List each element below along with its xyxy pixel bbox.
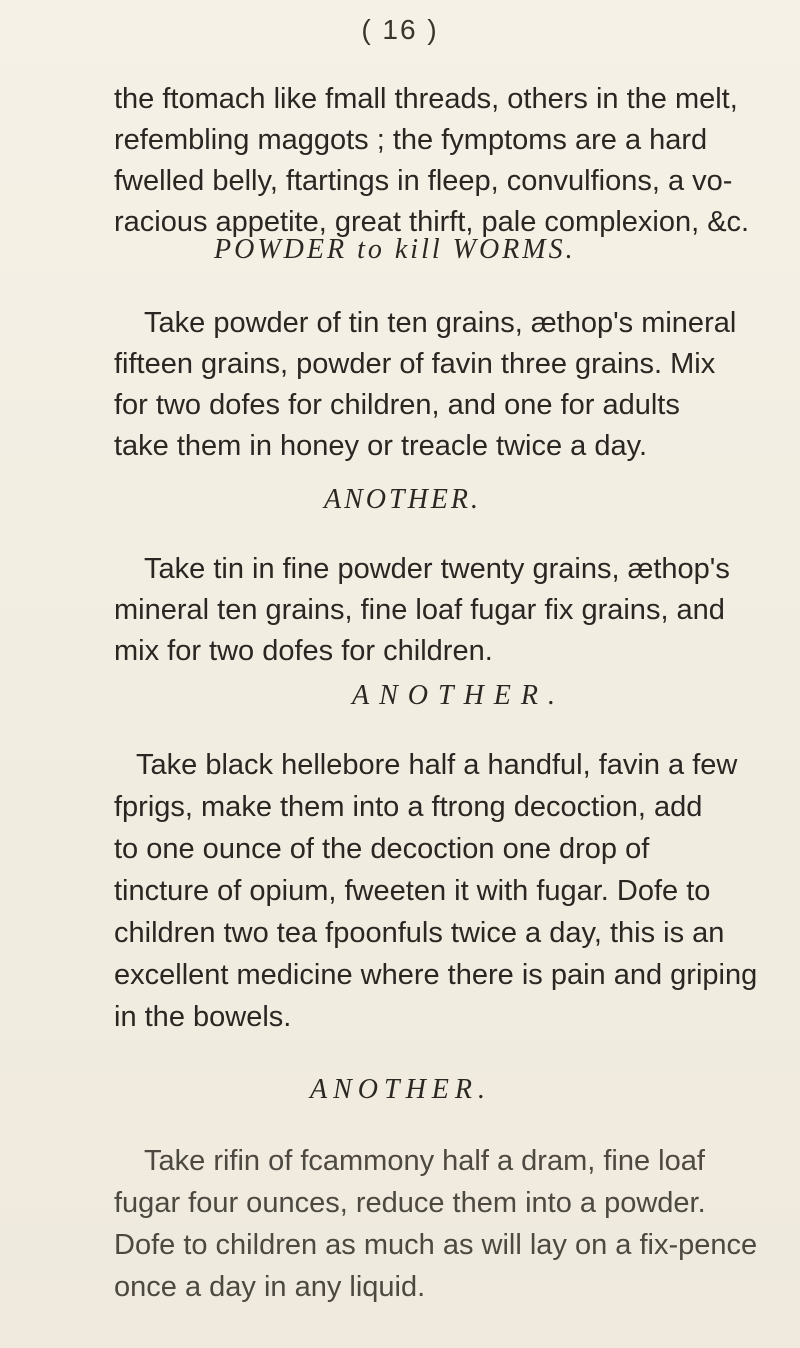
text-line: fugar four ounces, reduce them into a powder. bbox=[114, 1187, 706, 1219]
text-line: the ftomach like fmall threads, others in the melt, bbox=[114, 83, 738, 115]
text-line: Take rifin of fcammony half a dram, fine loaf bbox=[144, 1145, 705, 1177]
text-line: mineral ten grains, fine loaf fugar fix grains, and bbox=[114, 594, 725, 626]
text-line: Take black hellebore half a handful, favin a few bbox=[136, 749, 738, 781]
text-line: racious appetite, great thirft, pale complexion, &c. bbox=[114, 206, 750, 238]
text-line: fprigs, make them into a ftrong decoction, add bbox=[114, 791, 703, 823]
text-line: mix for two dofes for children. bbox=[114, 635, 493, 667]
text-line: once a day in any liquid. bbox=[114, 1271, 426, 1303]
section-heading: ANOTHER. bbox=[310, 1074, 491, 1105]
text-line: refembling maggots ; the fymptoms are a hard bbox=[114, 124, 708, 156]
text-line: children two tea fpoonfuls twice a day, this is an bbox=[114, 917, 725, 949]
section-heading: POWDER to kill WORMS. bbox=[214, 234, 576, 265]
text-line: for two dofes for children, and one for adults bbox=[114, 389, 680, 421]
text-line: in the bowels. bbox=[114, 1001, 292, 1033]
section-heading: ANOTHER. bbox=[352, 680, 565, 711]
section-heading: ANOTHER. bbox=[324, 484, 481, 515]
text-line: fifteen grains, powder of favin three grains. Mix bbox=[114, 348, 716, 380]
text-line: to one ounce of the decoction one drop of bbox=[114, 833, 650, 865]
page-number: ( 16 ) bbox=[361, 14, 439, 45]
text-line: Dofe to children as much as will lay on a fix-pence bbox=[114, 1229, 758, 1261]
text-line: fwelled belly, ftartings in fleep, convulfions, a vo- bbox=[114, 165, 733, 197]
text-line: take them in honey or treacle twice a day. bbox=[114, 430, 648, 462]
text-line: Take tin in fine powder twenty grains, æthop's bbox=[144, 553, 730, 585]
text-line: excellent medicine where there is pain and griping bbox=[114, 959, 758, 991]
text-line: Take powder of tin ten grains, æthop's mineral bbox=[144, 307, 737, 339]
text-line: tincture of opium, fweeten it with fugar. Dofe to bbox=[114, 875, 711, 907]
